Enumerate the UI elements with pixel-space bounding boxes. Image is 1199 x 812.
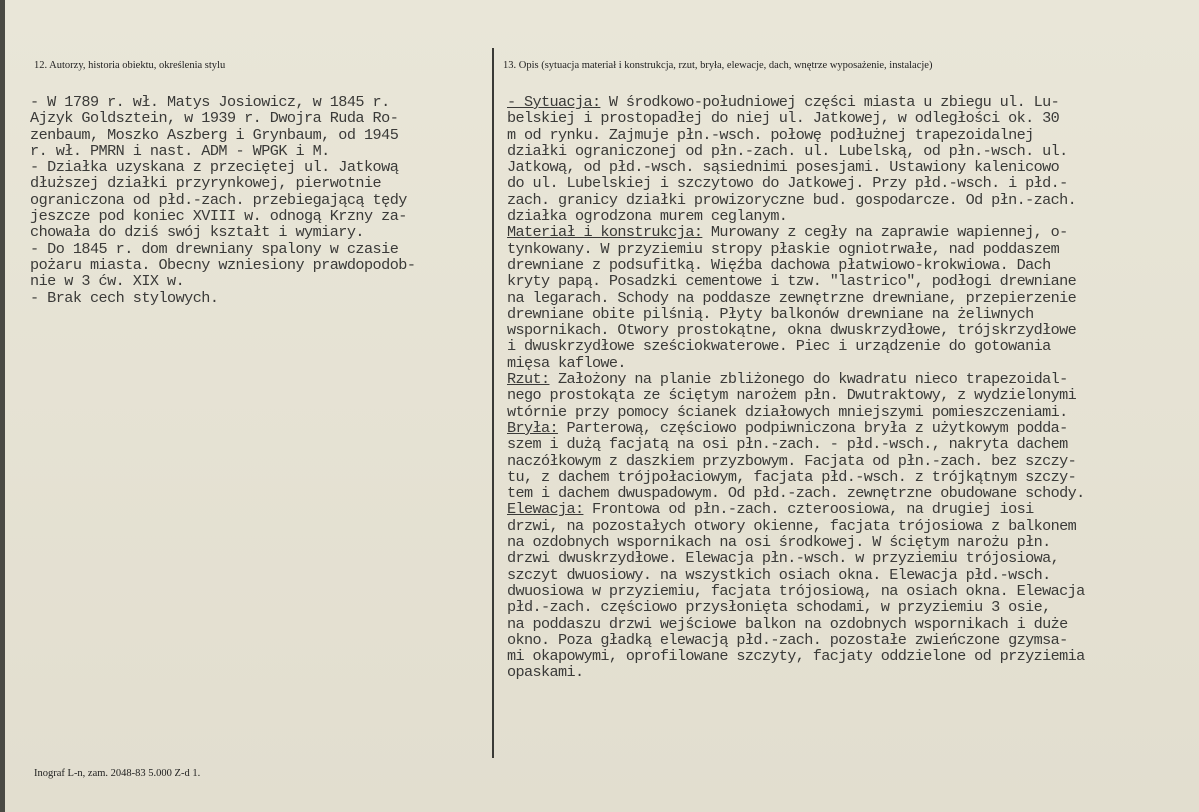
- description-text: zach. granicy działki prowizoryczne bud. gospodarcze. Od płn.-zach.: [507, 190, 1077, 209]
- description-line: [507, 94, 1191, 110]
- description-text: tem i dachem dwuspadowym. Od płd.-zach. zewnętrzne obudowane schody.: [507, 484, 1085, 503]
- history-line: zenbaum, Moszko Aszberg i Grynbaum, od 1945: [30, 125, 399, 144]
- description-line: [507, 241, 1191, 257]
- description-text: nego prostokąta ze ściętym narożem płn. Dwutraktowy, z wydzielonymi: [507, 386, 1077, 405]
- history-line: - Działka uzyskana z przeciętej ul. Jatkową: [30, 158, 399, 177]
- description-line: [507, 355, 1191, 371]
- section-heading: Materiał i konstrukcja:: [507, 223, 703, 242]
- description-line: [507, 159, 1191, 175]
- description-text: Frontowa od płn.-zach. czteroosiowa, na drugiej iosi: [583, 500, 1034, 519]
- description-text: na legarach. Schody na poddasze zewnętrzne drewniane, przepierzenie: [507, 288, 1077, 307]
- description-text: kryty papą. Posadzki cementowe i tzw. "lastrico", podłogi drewniane: [507, 272, 1077, 291]
- description-line: [507, 224, 1191, 240]
- description-line: [507, 518, 1191, 534]
- description-line: [507, 534, 1191, 550]
- description-text: Jatkową, od płd.-wsch. sąsiednimi posesjami. Ustawiony kalenicowo: [507, 158, 1060, 177]
- description-line: [507, 143, 1191, 159]
- history-line: - Brak cech stylowych.: [30, 288, 219, 307]
- history-line: dłuższej działki przyrynkowej, pierwotnie: [30, 174, 382, 193]
- description-text: wtórnie przy pomocy ścianek działowych mniejszymi pomieszczeniami.: [507, 402, 1068, 421]
- description-text: W środkowo-południowej części miasta u zbiegu ul. Lu-: [600, 93, 1060, 111]
- description-line: [507, 127, 1191, 143]
- description-text: drzwi, na pozostałych otwory okienne, facjata trójosiowa z balkonem: [507, 516, 1077, 535]
- description-line: [507, 192, 1191, 208]
- description-text: tynkowany. W przyziemiu stropy płaskie ogniotrwałe, nad poddaszem: [507, 239, 1060, 258]
- description-line: [507, 338, 1191, 354]
- description-text: drewniane z podsufitką. Więźba dachowa płatwiowo-krokwiowa. Dach: [507, 255, 1051, 274]
- description-line: [507, 501, 1191, 517]
- description-line: [507, 664, 1191, 680]
- description-text: m od rynku. Zajmuje płn.-wsch. połowę podłużnej trapezoidalnej: [507, 125, 1034, 144]
- description-line: [507, 110, 1191, 126]
- description-line: [507, 583, 1191, 599]
- section-heading: Bryła:: [507, 418, 558, 437]
- description-text: Murowany z cegły na zaprawie wapiennej, o-: [702, 223, 1068, 242]
- description-line: [507, 469, 1191, 485]
- section-heading: Rzut:: [507, 370, 550, 389]
- history-line: Ajzyk Goldsztein, w 1939 r. Dwojra Ruda Ro-: [30, 109, 399, 128]
- description-text: tu, z dachem trójpołaciowym, facjata płd.-wsch. z trójkątnym szczy-: [507, 467, 1077, 486]
- description-text: Parterową, częściowo podpiwniczona bryła z użytkowym podda-: [557, 418, 1068, 437]
- description-text: naczółkowym z daszkiem przyzbowym. Facjata od płn.-zach. bez szczy-: [507, 451, 1077, 470]
- description-line: [507, 273, 1191, 289]
- description-line: [507, 208, 1191, 224]
- history-line: jeszcze pod koniec XVIII w. odnogą Krzny za-: [30, 207, 407, 226]
- description-line: [507, 257, 1191, 273]
- description-text: Założony na planie zbliżonego do kwadratu nieco trapezoidal-: [549, 370, 1068, 389]
- description-text: szem i dużą facjatą na osi płn.-zach. - płd.-wsch., nakryta dachem: [507, 435, 1068, 454]
- history-line: pożaru miasta. Obecny wzniesiony prawdopodob-: [30, 255, 416, 274]
- section-heading: - Sytuacja:: [507, 93, 601, 111]
- description-line: [507, 648, 1191, 664]
- description-line: [507, 616, 1191, 632]
- description-line: [507, 420, 1191, 436]
- history-text-column: [30, 94, 480, 306]
- description-line: [507, 632, 1191, 648]
- description-text: mi okapowymi, oprofilowane szczyty, facjaty oddzielone od przyziemia: [507, 647, 1085, 666]
- description-line: [507, 567, 1191, 583]
- card-edge-shadow: [0, 0, 5, 812]
- section-heading: Elewacja:: [507, 500, 584, 519]
- description-line: [507, 387, 1191, 403]
- description-line: [507, 453, 1191, 469]
- description-text-column: [507, 94, 1191, 681]
- section-12-header: 12. Autorzy, historia obiektu, określenia stylu: [34, 60, 226, 71]
- history-line: - Do 1845 r. dom drewniany spalony w czasie: [30, 239, 399, 258]
- section-13-header: 13. Opis (sytuacja materiał i konstrukcja, rzut, bryła, elewacje, dach, wnętrze wyposażenie, instalacje): [503, 60, 933, 71]
- description-line: [507, 436, 1191, 452]
- description-text: opaskami.: [507, 663, 584, 682]
- description-text: okno. Poza gładką elewacją płd.-zach. pozostałe zwieńczone gzymsa-: [507, 630, 1068, 649]
- description-text: drzwi dwuskrzydłowe. Elewacja płn.-wsch. w przyziemiu trójosiowa,: [507, 549, 1060, 568]
- description-line: [507, 322, 1191, 338]
- description-line: [507, 485, 1191, 501]
- description-line: [507, 175, 1191, 191]
- description-line: [507, 404, 1191, 420]
- description-line: [507, 306, 1191, 322]
- description-line: [507, 550, 1191, 566]
- description-text: szczyt dwuosiowy. na wszystkich osiach okna. Elewacja płd.-wsch.: [507, 565, 1051, 584]
- description-text: wspornikach. Otwory prostokątne, okna dwuskrzydłowe, trójskrzydłowe: [507, 321, 1077, 340]
- description-text: płd.-zach. częściowo przysłonięta schodami, w przyziemiu 3 osie,: [507, 598, 1051, 617]
- description-text: działka ogrodzona murem ceglanym.: [507, 207, 788, 226]
- description-text: mięsa kaflowe.: [507, 353, 626, 372]
- history-line: nie w 3 ćw. XIX w.: [30, 272, 185, 291]
- column-divider: [492, 48, 494, 758]
- description-text: do ul. Lubelskiej i szczytowo do Jatkowej. Przy płd.-wsch. i płd.-: [507, 174, 1068, 193]
- description-line: [507, 290, 1191, 306]
- description-text: drewniane obite pilśnią. Płyty balkonów drewniane na żeliwnych: [507, 304, 1034, 323]
- description-text: dwuosiowa w przyziemiu, facjata trójosiową, na osiach okna. Elewacja: [507, 581, 1085, 600]
- description-text: i dwuskrzydłowe sześciokwaterowe. Piec i urządzenie do gotowania: [507, 337, 1051, 356]
- history-line: ograniczona od płd.-zach. przebiegającą tędy: [30, 190, 407, 209]
- history-line: chowała do dziś swój kształt i wymiary.: [30, 223, 364, 242]
- history-line: - W 1789 r. wł. Matys Josiowicz, w 1845 r.: [30, 93, 390, 111]
- description-text: na ozdobnych wspornikach na osi środkowej. W ściętym narożu płn.: [507, 533, 1051, 552]
- description-line: [507, 599, 1191, 615]
- description-text: działki ograniczonej od płn.-zach. ul. Lubelską, od płn.-wsch. ul.: [507, 141, 1068, 160]
- description-text: na poddaszu drzwi wejściowe balkon na ozdobnych wspornikach i duże: [507, 614, 1068, 633]
- print-footer: Inograf L-n, zam. 2048-83 5.000 Z-d 1.: [34, 768, 201, 779]
- description-line: [507, 371, 1191, 387]
- description-text: belskiej i prostopadłej do niej ul. Jatkowej, w odległości ok. 30: [507, 109, 1060, 128]
- history-line: r. wł. PMRN i nast. ADM - WPGK i M.: [30, 141, 330, 160]
